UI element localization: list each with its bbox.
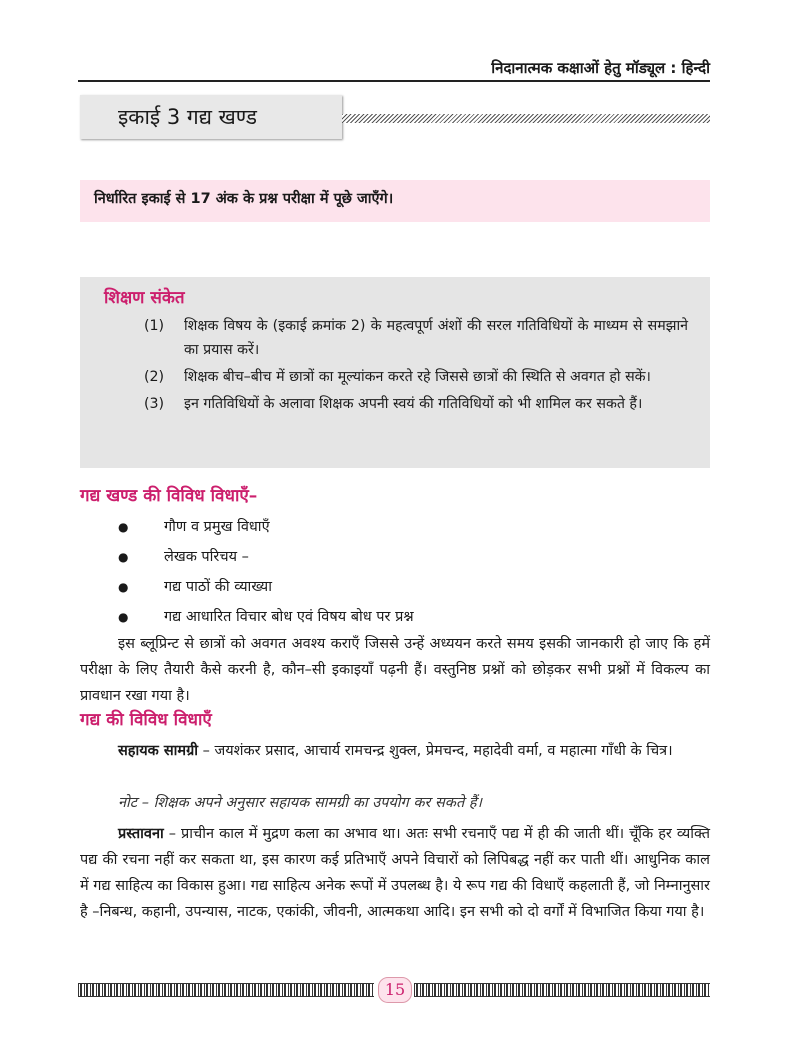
list-item: ● गौण व प्रमुख विधाएँ [80,512,414,542]
hint-number: (2) [144,369,165,385]
unit-title: इकाई 3 गद्य खण्ड [118,105,258,129]
hint-item [102,314,688,362]
teaching-hints-box [80,277,710,468]
header-title: निदानात्मक कक्षाओं हेतु मॉड्यूल : हिन्दी [491,59,710,77]
hint-number: (1) [144,318,165,334]
note-paragraph: नोट – शिक्षक अपने अनुसार सहायक सामग्री का उपयोग कर सकते हैं। [118,795,483,811]
page-number: 15 [378,977,412,1003]
bullet-icon: ● [118,550,129,564]
bullet-icon: ● [118,610,129,624]
decorative-hatch [342,114,710,123]
intro-paragraph: प्रस्तावना – प्राचीन काल में मुद्रण कला का अभाव था। अतः सभी रचनाएँ पद्य में ही की जाती थीं। चूँकि हर व्यक्ति पद्य की रचना नहीं कर सकता था, इस कारण कई प्रतिभाएँ अपने विचारों को लिपिबद्ध नहीं कर पाती थीं। आधुनिक काल में गद्य साहित्य का विकास हुआ। गद्य साहित्य अनेक रूपों में उपलब्ध है। ये रूप गद्य की विधाएँ कहलाती हैं, जो निम्नानुसार है –निबन्ध, कहानी, उपन्यास, नाटक, एकांकी, जीवनी, आत्मकथा आदि। इन सभी को दो वर्गों में विभाजित किया गया है। [80,826,710,920]
section2-heading: गद्य की विविध विधाएँ [80,710,212,730]
intro-label: प्रस्तावना [118,826,164,842]
marks-notice: निर्धारित इकाई से 17 अंक के प्रश्न परीक्षा में पूछे जाएँगे। [94,191,394,207]
unit-title-bar [80,95,342,139]
hint-text: शिक्षक विषय के (इकाई क्रमांक 2) के महत्वपूर्ण अंशों की सरल गतिविधियों के माध्यम से समझाने का प्रयास करें। [184,318,688,358]
list-item: ● गद्य आधारित विचार बोध एवं विषय बोध पर प्रश्न [80,602,414,632]
section1-heading: गद्य खण्ड की विविध विधाएँ– [80,486,258,506]
hint-number: (3) [144,396,165,412]
material-paragraph: सहायक सामग्री – जयशंकर प्रसाद, आचार्य रामचन्द्र शुक्ल, प्रेमचन्द, महादेवी वर्मा, व महात्मा गाँधी के चित्र। [118,743,673,759]
teaching-hints-heading: शिक्षण संकेत [104,288,185,308]
list-item: ● लेखक परिचय – [80,542,414,572]
list-item: ● गद्य पाठों की व्याख्या [80,572,414,602]
page-header [78,58,710,82]
blueprint-paragraph: इस ब्लूप्रिन्ट से छात्रों को अवगत अवश्य कराएँ जिससे उन्हें अध्ययन करते समय इसकी जानकारी हो जाए कि हमें परीक्षा के लिए तैयारी कैसे करनी है, कौन–सी इकाइयाँ पढ़नी हैं। वस्तुनिष्ठ प्रश्नों को छोड़कर सभी प्रश्नों में विकल्प का प्रावधान रखा गया है। [80,636,710,704]
hint-item [102,392,688,416]
marks-notice-box [80,180,710,222]
bullet-icon: ● [118,520,129,534]
footer-border-right [414,983,710,997]
hint-text: शिक्षक बीच–बीच में छात्रों का मूल्यांकन करते रहे जिससे छात्रों की स्थिति से अवगत हो सकें। [184,369,651,385]
hint-text: इन गतिविधियों के अलावा शिक्षक अपनी स्वयं की गतिविधियों को भी शामिल कर सकते हैं। [184,396,643,412]
genre-list [80,512,414,632]
bullet-icon: ● [118,580,129,594]
hint-item [102,365,688,389]
footer-border-left [78,983,374,997]
material-label: सहायक सामग्री [118,743,199,759]
